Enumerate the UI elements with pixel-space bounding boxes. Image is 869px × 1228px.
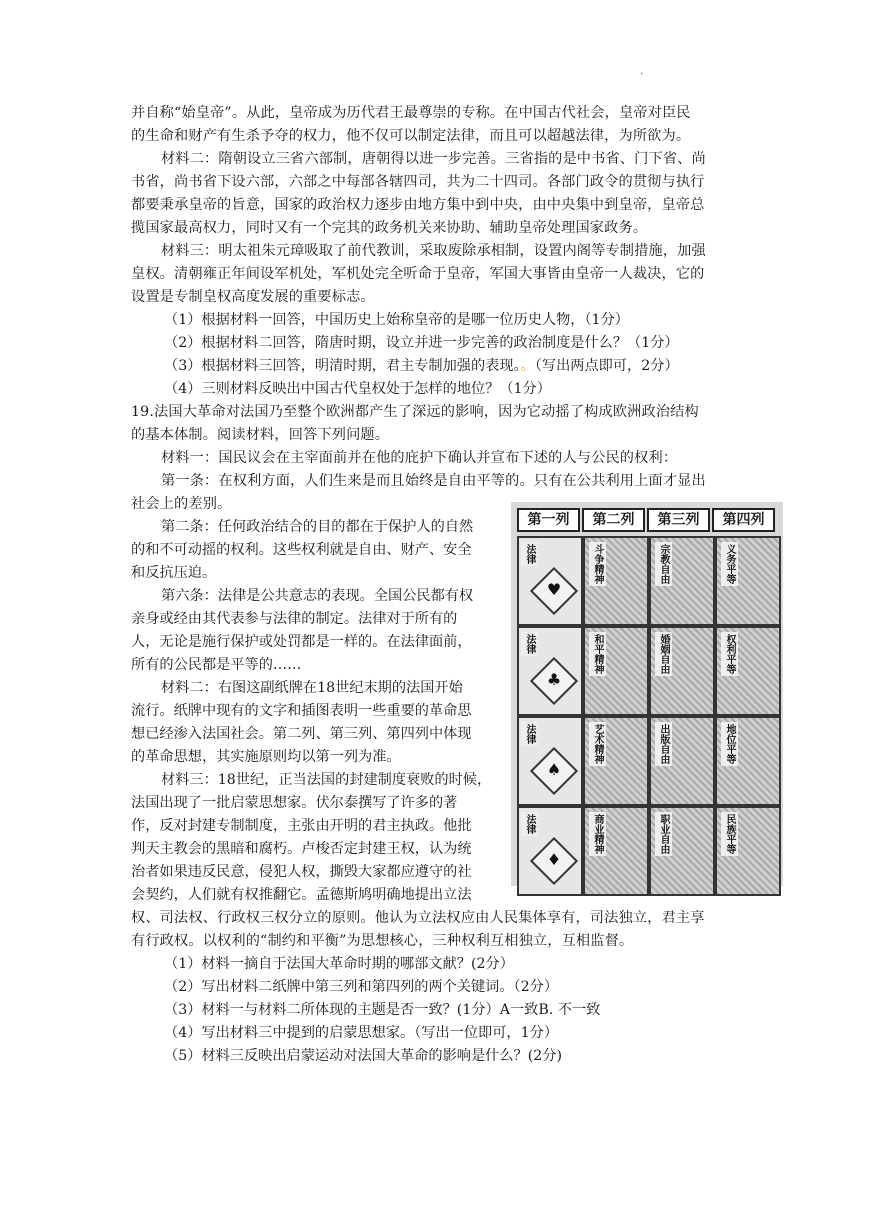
q19-stem: 19.法国大革命对法国乃至整个欧洲都产生了深远的影响，因为它动摇了构成欧洲政治结构	[131, 404, 699, 420]
text-line: 判天主教会的黑暗和腐朽。卢梭否定封建王权，认为统	[131, 841, 472, 857]
card-cell-law	[517, 806, 583, 896]
text-line: 社会上的差别。	[131, 496, 232, 512]
text-line: 作，反对封建专制制度，主张由开明的君主执政。他批	[131, 818, 472, 834]
card-cell-figure	[649, 536, 715, 626]
card-label: 权利平等	[721, 632, 738, 676]
header-mark: .	[640, 66, 644, 77]
suit-icon: ♣	[546, 670, 562, 689]
card-label: 地位平等	[721, 722, 738, 766]
card-header-row	[517, 508, 777, 532]
text-line: 揽国家最高权力，同时又有一个完其的政务机关来协助、辅助皇帝处理国家政务。	[131, 220, 648, 236]
material-2: 材料二：隋朝设立三省六部制，唐朝得以进一步完善。三省指的是中书省、门下省、尚	[161, 151, 706, 167]
card-label: 出版自由	[655, 722, 672, 766]
card-cell-figure	[649, 626, 715, 716]
text-line: 的和不可动摇的权利。这些权利就是自由、财产、安全	[131, 542, 472, 558]
text-line: 的生命和财产有生杀予夺的权力，他不仅可以制定法律，而且可以超越法律，为所欲为。	[131, 128, 691, 144]
text-line: 人，无论是施行保护或处罚都是一样的。在法律面前，	[131, 634, 472, 650]
card-label: 民族平等	[721, 812, 738, 856]
card-label: 斗争精神	[589, 542, 606, 586]
q19-sub-5: （5）材料三反映出启蒙运动对法国大革命的影响是什么？(2分)	[164, 1048, 563, 1064]
card-header-col4: 第四列	[712, 508, 775, 532]
text-line: 治者如果违反民意，侵犯人权，撕毁大家都应遵守的社	[131, 864, 472, 880]
material-3: 材料三：明太祖朱元璋吸取了前代教训，采取废除承相制，设置内阁等专制措施，加强	[161, 243, 706, 259]
material-2-card: 材料二：右图这副纸牌在18世纪末期的法国开始	[161, 680, 463, 696]
text-line: 流行。纸牌中现有的文字和插图表明一些重要的革命思	[131, 703, 472, 719]
card-cell-figure	[715, 806, 781, 896]
card-label: 法律	[521, 722, 538, 746]
text-line: 法国出现了一批启蒙思想家。伏尔泰撰写了许多的著	[131, 795, 458, 811]
card-label: 义务平等	[721, 542, 738, 586]
card-cell-law	[517, 626, 583, 716]
article-6: 第六条：法律是公共意志的表现。全国公民都有权	[161, 588, 474, 604]
card-cell-figure	[715, 536, 781, 626]
q18-sub-3: （3）根据材料三回答，明清时期，君主专制加强的表现。。（写出两点即可，2分）	[164, 358, 679, 374]
q19-sub-1: （1）材料一摘自于法国大革命时期的哪部文献？(2分）	[164, 956, 514, 972]
card-label: 职业自由	[655, 812, 672, 856]
text-line: 和反抗压迫。	[131, 565, 217, 581]
material-3-enlightenment: 材料三：18世纪，正当法国的封建制度衰败的时候，	[161, 772, 492, 788]
card-label: 法律	[521, 542, 538, 566]
suit-icon: ♠	[546, 760, 562, 779]
material-1: 材料一：国民议会在主宰面前并在他的庇护下确认并宣布下述的人与公民的权利：	[161, 450, 678, 466]
card-header-col3: 第三列	[647, 508, 710, 532]
card-cell-figure	[649, 716, 715, 806]
article-1: 第一条：在权利方面，人们生来是而且始终是自由平等的。只有在公共利用上面才显出	[161, 473, 706, 489]
text-line: 皇权。清朝雍正年间设军机处，军机处完全听命于皇帝，军国大事皆由皇帝一人裁决，它的	[131, 266, 705, 282]
text-line: 想已经渗入法国社会。第二列、第三列、第四列中体现	[131, 726, 472, 742]
text-line: 都要秉承皇帝的旨意，国家的政治权力逐步由地方集中到中央，由中央集中到皇帝，皇帝总	[131, 197, 705, 213]
card-label: 宗教自由	[655, 542, 672, 586]
q19-sub-2: （2）写出材料二纸牌中第三列和第四列的两个关键词。（2分）	[164, 979, 559, 995]
suit-icon: ♥	[546, 580, 562, 599]
text-line: 会契约，人们就有权推翻它。孟德斯鸠明确地提出立法	[131, 887, 472, 903]
card-label: 艺术精神	[589, 722, 606, 766]
playing-card-figure	[511, 502, 783, 886]
card-label: 法律	[521, 812, 538, 836]
text-line: 书省，尚书省下设六部，六部之中每部各辖四司，共为二十四司。各部门政令的贯彻与执行	[131, 174, 705, 190]
card-label: 商业精神	[589, 812, 606, 856]
q19-sub-3: （3）材料一与材料二所体现的主题是否一致？(1分）A一致B. 不一致	[164, 1002, 601, 1018]
card-cell-figure	[649, 806, 715, 896]
card-cell-figure	[583, 806, 649, 896]
q18-sub-2: （2）根据材料二回答，隋唐时期，设立并进一步完善的政治制度是什么？（1分）	[164, 335, 679, 351]
text-line: 所有的公民都是平等的……	[131, 657, 302, 673]
text-line: 设置是专制皇权高度发展的重要标志。	[131, 289, 375, 305]
card-label: 婚姻自由	[655, 632, 672, 676]
card-cell-figure	[583, 536, 649, 626]
card-cell-figure	[583, 626, 649, 716]
text-line: 的革命思想，其实施原则均以第一列为准。	[131, 749, 401, 765]
card-label: 和平精神	[589, 632, 606, 676]
text-line: 的基本体制。阅读材料，回答下列问题。	[131, 427, 390, 443]
card-label: 法律	[521, 632, 538, 656]
q18-sub-1: （1）根据材料一回答，中国历史上始称皇帝的是哪一位历史人物，（1分）	[164, 312, 629, 328]
card-cell-figure	[715, 626, 781, 716]
card-cell-law	[517, 716, 583, 806]
card-header-col2: 第二列	[582, 508, 645, 532]
text-line: 有行政权。以权利的“制约和平衡”为思想核心，三种权利互相独立，互相监督。	[131, 933, 634, 949]
highlight-mark: 。	[520, 358, 535, 374]
article-2: 第二条：任何政治结合的目的都在于保护人的自然	[161, 519, 474, 535]
q19-sub-4: （4）写出材料三中提到的启蒙思想家。（写出一位即可，1分）	[164, 1025, 559, 1041]
q18-sub-4: （4）三则材料反映出中国古代皇权处于怎样的地位？（1分）	[164, 381, 551, 397]
card-cell-law	[517, 536, 583, 626]
card-header-col1: 第一列	[517, 508, 580, 532]
text-line: 并自称“始皇帝”。从此，皇帝成为历代君王最尊崇的专称。在中国古代社会，皇帝对臣民	[131, 105, 691, 121]
card-cell-figure	[715, 716, 781, 806]
suit-icon: ♦	[546, 850, 562, 869]
text-line: 亲身或经由其代表参与法律的制定。法律对于所有的	[131, 611, 458, 627]
card-cell-figure	[583, 716, 649, 806]
text-line: 权、司法权、行政权三权分立的原则。他认为立法权应由人民集体享有，司法独立，君主享	[131, 910, 705, 926]
